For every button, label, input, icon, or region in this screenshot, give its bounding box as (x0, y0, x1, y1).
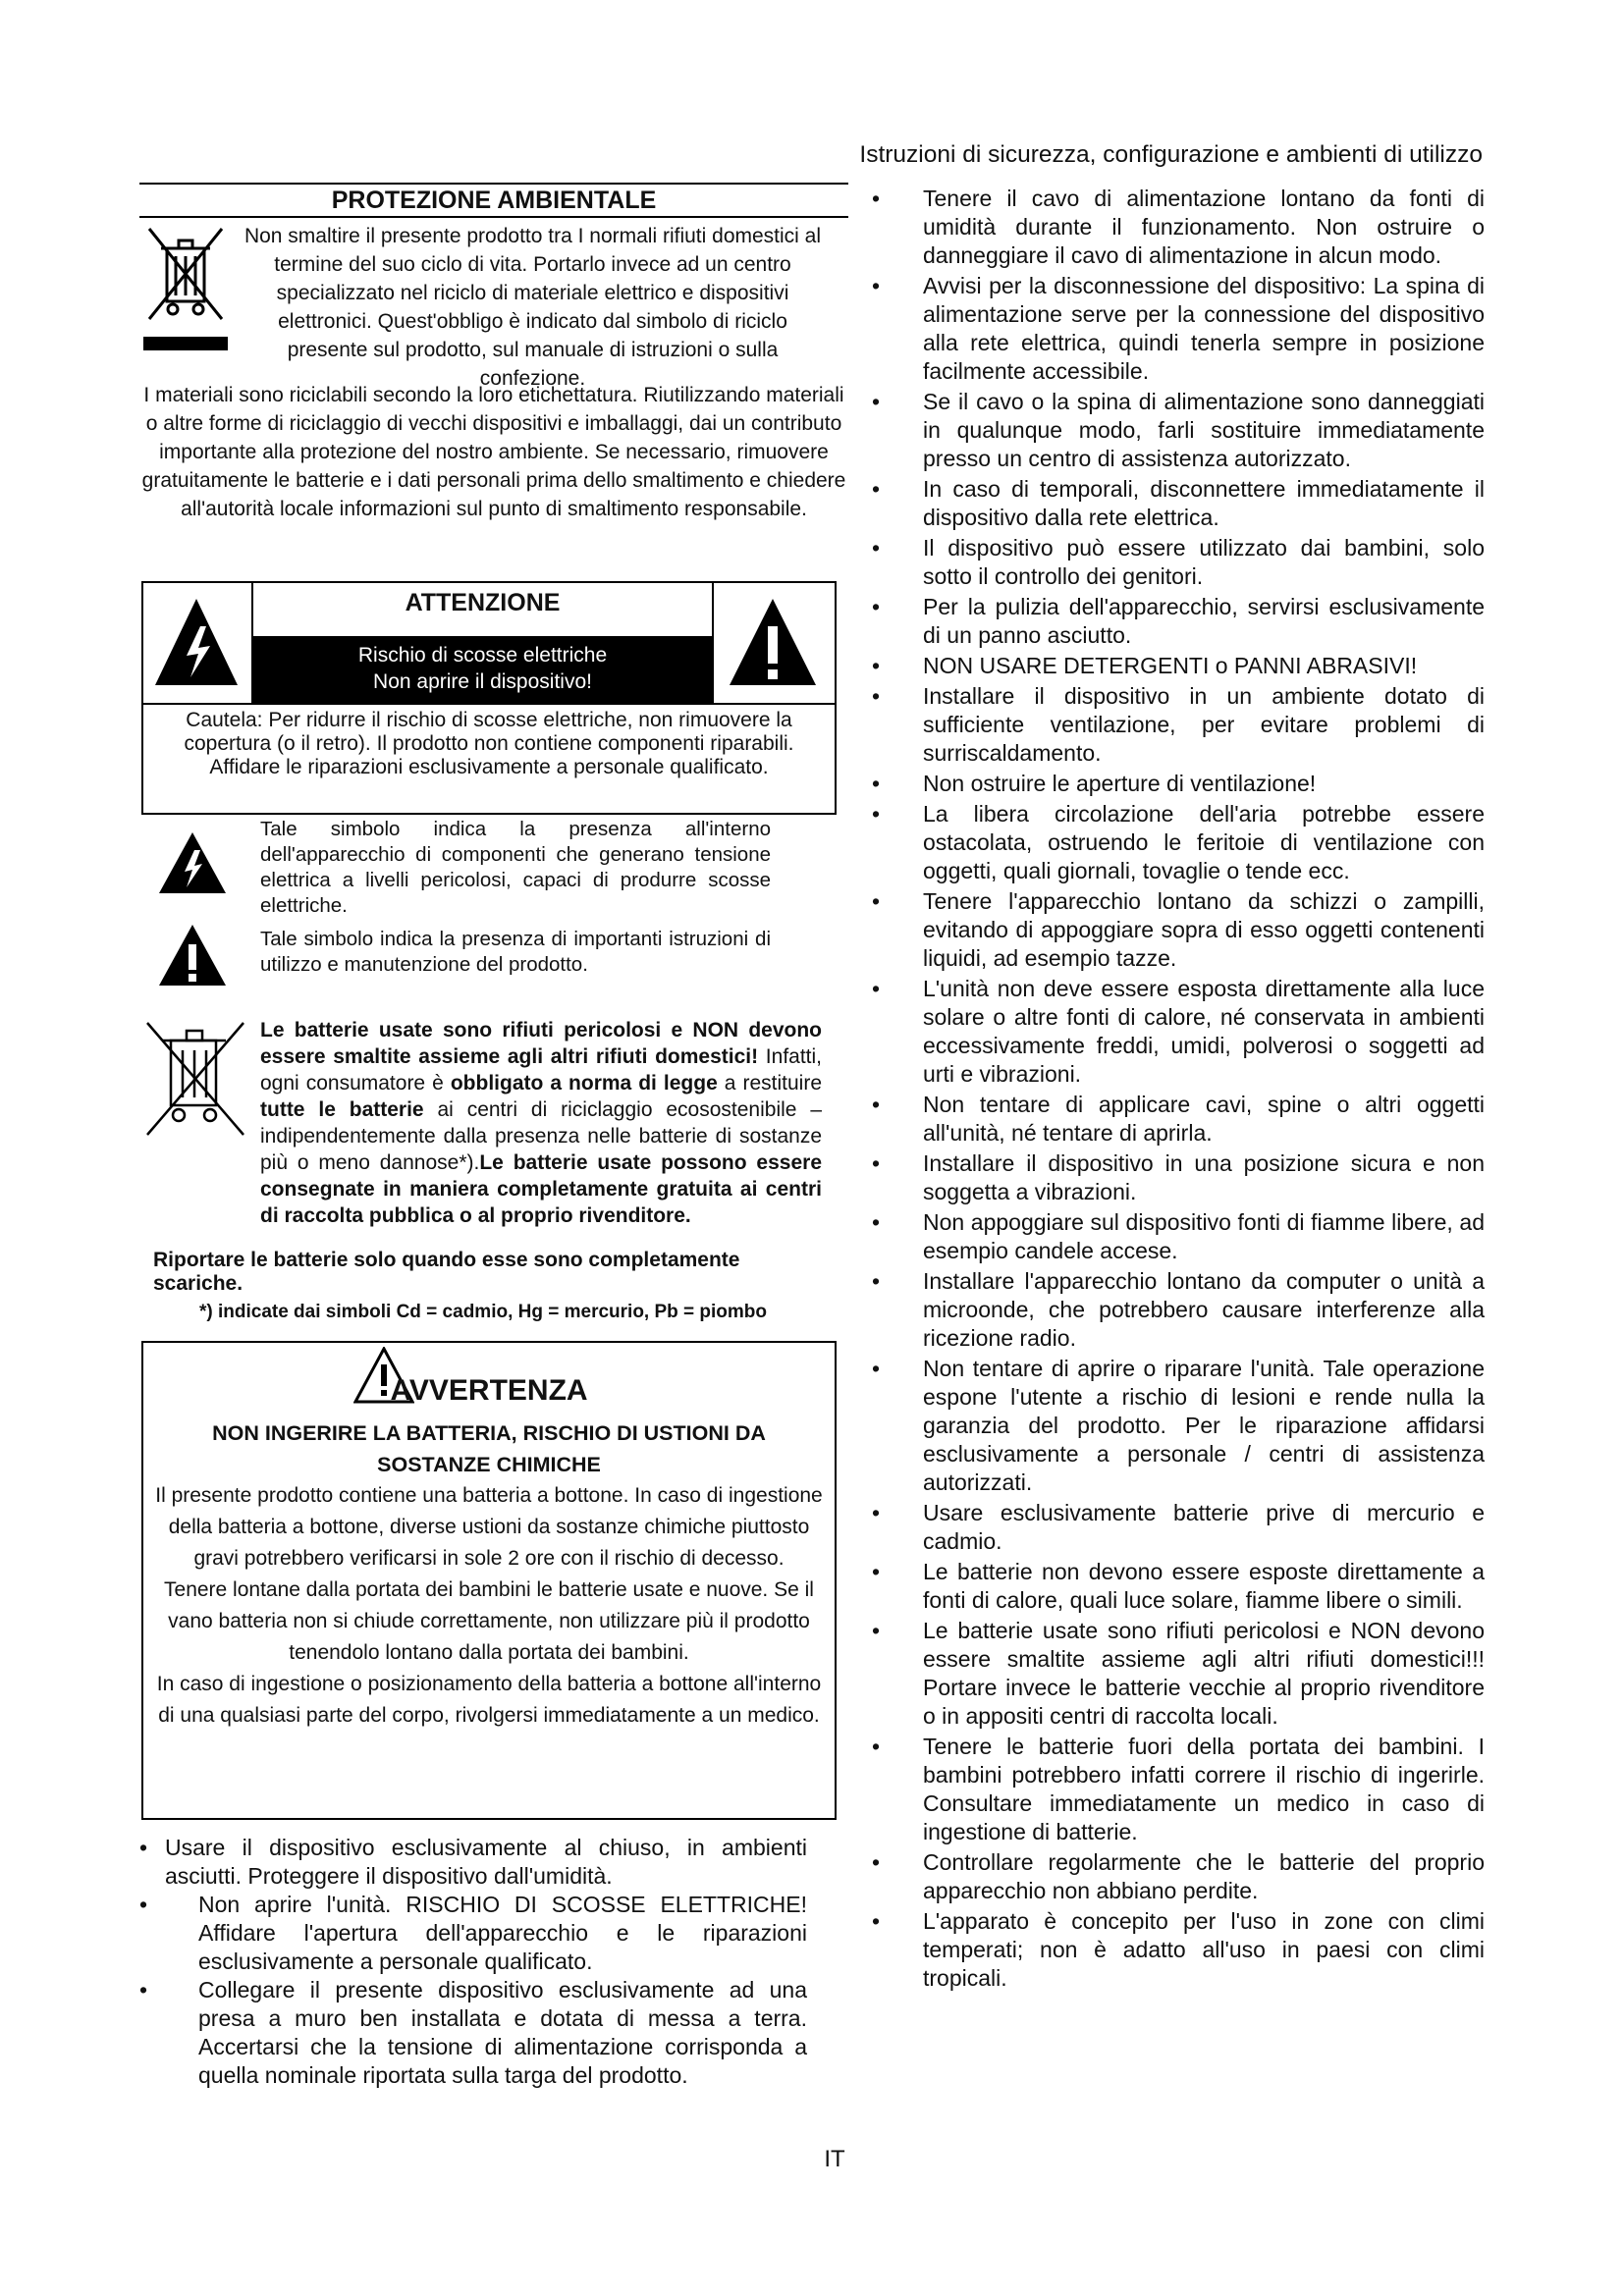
avvertenza-subtitle: NON INGERIRE LA BATTERIA, RISCHIO DI USTIONI DA SOSTANZE CHIMICHE (212, 1421, 766, 1476)
environment-title: PROTEZIONE AMBIENTALE (331, 187, 657, 214)
list-item: • Le batterie usate sono rifiuti pericolosi e NON devono essere smaltite assieme agli altri rifiuti domestici!!! Portare invece le batterie vecchie al proprio rivenditore o in appositi centri di raccolta locali. (872, 1617, 1485, 1731)
right-bullet-list (872, 185, 1485, 1995)
warning-right-cell (712, 583, 835, 705)
page-number: IT (824, 2146, 845, 2172)
battery-bold-5: Riportare le batterie solo quando esse sono completamente scariche. (153, 1249, 740, 1295)
list-item: • Se il cavo o la spina di alimentazione sono danneggiati in qualunque modo, farli sostituire immediatamente presso un centro di assistenza autorizzato. (872, 388, 1485, 473)
exclamation-symbol-icon (157, 923, 228, 988)
list-item: • L'unità non deve essere esposta direttamente alla luce solare o altre fonti di calore, né conservata in ambienti eccessivamente freddi, umidi, polverosi o soggetti ad urti e vibrazioni. (872, 975, 1485, 1089)
battery-bold-2: obbligato a norma di legge (450, 1072, 718, 1095)
exclamation-warning-icon (714, 583, 832, 701)
environment-paragraph-1: Non smaltire il presente prodotto tra I normali rifiuti domestici al termine del suo ciclo di vita. Portarlo invece ad un centro specializzato nel riciclo di materiale elettrico e dispositivi elettronici. Quest'obbligo è indicato dal simbolo di riciclo presente sul prodotto, sul manuale di istruzioni o sulla confezione. (244, 225, 822, 390)
list-item: • Non appoggiare sul dispositivo fonti di fiamme libere, ad esempio candele accese. (872, 1208, 1485, 1265)
battery-bold-4: Le batterie usate possono essere consegnate in maniera completamente gratuita ai centri di raccolta pubblica o al proprio rivenditore. (260, 1151, 822, 1227)
list-item: • L'apparato è concepito per l'uso in zone con climi temperati; non è adatto all'uso in paesi con climi tropicali. (872, 1907, 1485, 1993)
page-header-title: Istruzioni di sicurezza, configurazione e ambienti di utilizzo (859, 141, 1483, 168)
lightning-symbol-text: Tale simbolo indica la presenza all'interno dell'apparecchio di componenti che generano tensione elettrica a livelli pericolosi, capaci di produrre scosse elettriche. (260, 818, 771, 917)
list-item: • Il dispositivo può essere utilizzato dai bambini, solo sotto il controllo dei genitori. (872, 534, 1485, 591)
list-item: • Usare esclusivamente batterie prive di mercurio e cadmio. (872, 1499, 1485, 1556)
warning-caution-text: Cautela: Per ridurre il rischio di scosse elettriche, non rimuovere la copertura (o il retro). Il prodotto non contiene componenti riparabili. Affidare le riparazioni esclusivamente a personale qualificato. (184, 709, 794, 778)
list-item: • Installare il dispositivo in una posizione sicura e non soggetta a vibrazioni. (872, 1149, 1485, 1206)
list-item: • Collegare il presente dispositivo esclusivamente ad una presa a muro ben installata e dotata di messa a terra. Accertarsi che la tensione di alimentazione corrisponda a quella nominale riportata sulla targa del prodotto. (139, 1976, 807, 2090)
warning-title: ATTENZIONE (405, 589, 561, 616)
avvertenza-body (153, 1480, 825, 1732)
warning-line-2: Non aprire il dispositivo! (373, 670, 592, 693)
header-rule (139, 183, 848, 185)
list-item: • NON USARE DETERGENTI o PANNI ABRASIVI! (872, 652, 1485, 680)
battery-normal-2: a restituire (717, 1072, 823, 1095)
list-item: • Non ostruire le aperture di ventilazione! (872, 770, 1485, 798)
warning-black-banner (253, 636, 712, 703)
battery-bold-1: Le batterie usate sono rifiuti pericolosi e NON devono essere smaltite assieme agli altri rifiuti domestici! (260, 1019, 822, 1068)
list-item: • Tenere l'apparecchio lontano da schizzi o zampilli, evitando di appoggiare sopra di esso oggetti contenenti liquidi, ad esempio tazze. (872, 887, 1485, 973)
battery-footnote: *) indicate dai simboli Cd = cadmio, Hg = mercurio, Pb = piombo (198, 1302, 768, 1322)
list-item: • Installare l'apparecchio lontano da computer o unità a microonde, che potrebbero causare interferenze alla ricezione radio. (872, 1267, 1485, 1353)
list-item: • Per la pulizia dell'apparecchio, servirsi esclusivamente di un panno asciutto. (872, 593, 1485, 650)
list-item: • Tenere le batterie fuori della portata dei bambini. I bambini potrebbero infatti correre il rischio di ingerirle. Consultare immediatamente un medico in caso di ingestione di batterie. (872, 1733, 1485, 1846)
list-item: • La libera circolazione dell'aria potrebbe essere ostacolata, ostruendo le feritoie di ventilazione con oggetti, quali giornali, tovaglie o tende ecc. (872, 800, 1485, 885)
weee-bin-icon (141, 221, 230, 358)
list-item: • Installare il dispositivo in un ambiente dotato di sufficiente ventilazione, per evitare problemi di surriscaldamento. (872, 682, 1485, 768)
environment-paragraph-2: I materiali sono riciclabili secondo la loro etichettatura. Riutilizzando materiali o altre forme di riciclaggio di vecchi dispositivi e imballaggi, dai un contributo importante alla protezione del nostro ambiente. Se necessario, rimuovere gratuitamente le batterie e i dati personali prima dello smaltimento e chiedere all'autorità locale informazioni sul punto di smaltimento responsabile. (141, 384, 846, 520)
warning-divider (143, 703, 835, 705)
list-item: • Usare il dispositivo esclusivamente al chiuso, in ambienti asciutti. Proteggere il dispositivo dall'umidità. (139, 1834, 807, 1891)
avvertenza-paragraph-2: Tenere lontane dalla portata dei bambini le batterie usate e nuove. Se il vano batteria non si chiude correttamente, non utilizzare più il prodotto tenendolo lontano dalla portata dei bambini. (164, 1578, 814, 1664)
battery-paragraph-1 (260, 1017, 822, 1229)
avvertenza-paragraph-3: In caso di ingestione o posizionamento della batteria a bottone all'interno di una qualsiasi parte del corpo, rivolgersi immediatamente a un medico. (156, 1673, 822, 1727)
list-item: • Non tentare di aprire o riparare l'unità. Tale operazione espone l'utente a rischio di lesioni e rende nulla la garanzia del prodotto. Per le riparazione affidarsi esclusivamente a personale / centri di assistenza autorizzati. (872, 1355, 1485, 1497)
left-bullet-list (139, 1834, 807, 2090)
list-item: • Tenere il cavo di alimentazione lontano da fonti di umidità durante il funzionamento. Non ostruire o danneggiare il cavo di alimentazione in alcun modo. (872, 185, 1485, 270)
battery-normal-3: ai centri di riciclaggio ecosostenibile – indipendentemente dalla presenza nelle batterie di sostanze più o meno dannose*). (260, 1098, 823, 1174)
battery-bin-icon (141, 1017, 249, 1145)
lightning-warning-icon (143, 583, 249, 701)
lightning-symbol-icon (157, 830, 228, 895)
warning-line-1: Rischio di scosse elettriche (357, 644, 608, 667)
list-item: • Le batterie non devono essere esposte direttamente a fonti di calore, quali luce solare, fiamme libere o simili. (872, 1558, 1485, 1615)
environment-rule (139, 216, 848, 218)
avvertenza-title: AVVERTENZA (390, 1374, 588, 1407)
list-item: • Avvisi per la disconnessione del dispositivo: La spina di alimentazione serve per la connessione del dispositivo alla rete elettrica, quindi tenerla sempre in posizione facilmente accessibile. (872, 272, 1485, 386)
avvertenza-paragraph-1: Il presente prodotto contiene una batteria a bottone. In caso di ingestione della batteria a bottone, diverse ustioni da sostanze chimiche piuttosto gravi potrebbero verificarsi in sole 2 ore con il rischio di decesso. (155, 1484, 823, 1570)
exclamation-symbol-text: Tale simbolo indica la presenza di importanti istruzioni di utilizzo e manutenzione del prodotto. (260, 928, 771, 976)
battery-bold-3: tutte le batterie (260, 1098, 424, 1121)
list-item: • Non tentare di applicare cavi, spine o altri oggetti all'unità, né tentare di aprirla. (872, 1091, 1485, 1148)
warning-left-cell (143, 583, 253, 705)
battery-normal-1: Infatti, ogni consumatore è (260, 1045, 823, 1095)
list-item: • Non aprire l'unità. RISCHIO DI SCOSSE ELETTRICHE! Affidare l'apertura dell'apparecchio e le riparazioni esclusivamente a personale qualificato. (139, 1891, 807, 1976)
list-item: • In caso di temporali, disconnettere immediatamente il dispositivo dalla rete elettrica. (872, 475, 1485, 532)
list-item: • Controllare regolarmente che le batterie del proprio apparecchio non abbiano perdite. (872, 1848, 1485, 1905)
